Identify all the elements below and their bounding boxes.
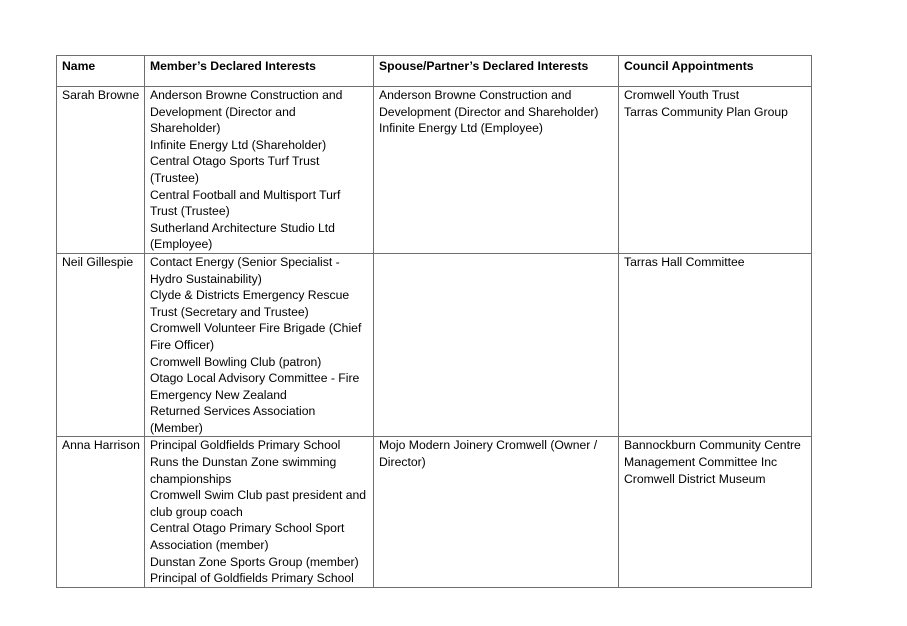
list-item: Tarras Community Plan Group bbox=[624, 104, 788, 119]
list-item: Dunstan Zone Sports Group (member) bbox=[150, 554, 359, 569]
list-item: Cromwell Volunteer Fire Brigade (Chief Fire Officer) bbox=[150, 321, 362, 352]
list-item: Principal of Goldfields Primary School bbox=[150, 571, 354, 586]
cell-spouse-interests bbox=[374, 437, 619, 587]
list-item: Infinite Energy Ltd (Shareholder) bbox=[150, 137, 327, 152]
cell-name: Anna Harrison bbox=[57, 437, 145, 587]
header-member-interests: Member’s Declared Interests bbox=[145, 56, 374, 87]
list-item: Central Otago Primary School Sport Association (member) bbox=[150, 521, 345, 553]
list-item: Central Otago Sports Turf Trust (Trustee) bbox=[150, 154, 320, 185]
cell-council-appointments bbox=[619, 253, 812, 437]
table-row bbox=[57, 87, 812, 254]
list-item: Anderson Browne Construction and Development (Director and Shareholder) bbox=[379, 88, 599, 119]
header-spouse-interests: Spouse/Partner’s Declared Interests bbox=[374, 56, 619, 87]
cell-spouse-interests bbox=[374, 253, 619, 437]
list-item: Infinite Energy Ltd (Employee) bbox=[379, 121, 543, 136]
list-item: Cromwell District Museum bbox=[624, 471, 766, 486]
list-item: Returned Services Association (Member) bbox=[150, 404, 316, 435]
list-item: Cromwell Bowling Club (patron) bbox=[150, 354, 322, 369]
list-item: Tarras Hall Committee bbox=[624, 254, 745, 269]
list-item: Clyde & Districts Emergency Rescue Trust (Secretary and Trustee) bbox=[150, 288, 350, 319]
list-item: Central Football and Multisport Turf Trust (Trustee) bbox=[150, 187, 341, 219]
list-item: Principal Goldfields Primary School bbox=[150, 438, 341, 453]
list-item: Mojo Modern Joinery Cromwell (Owner / Director) bbox=[379, 438, 598, 470]
cell-council-appointments bbox=[619, 437, 812, 587]
list-item: Bannockburn Community Centre Management Committee Inc bbox=[624, 438, 801, 470]
table-row bbox=[57, 437, 812, 587]
table-header-row bbox=[57, 56, 812, 87]
list-item: Runs the Dunstan Zone swimming championships bbox=[150, 455, 337, 486]
table-row bbox=[57, 253, 812, 437]
header-name: Name bbox=[57, 56, 145, 87]
list-item: Sutherland Architecture Studio Ltd (Employee) bbox=[150, 220, 335, 252]
cell-name: Neil Gillespie bbox=[57, 253, 145, 437]
header-council-appointments: Council Appointments bbox=[619, 56, 812, 87]
cell-name: Sarah Browne bbox=[57, 87, 145, 254]
cell-member-interests bbox=[145, 253, 374, 437]
list-item: Anderson Browne Construction and Development (Director and Shareholder) bbox=[150, 88, 343, 136]
cell-spouse-interests bbox=[374, 87, 619, 254]
cell-member-interests bbox=[145, 437, 374, 587]
list-item: Otago Local Advisory Committee - Fire Emergency New Zealand bbox=[150, 371, 360, 402]
list-item: Cromwell Youth Trust bbox=[624, 88, 740, 102]
declared-interests-table bbox=[56, 55, 812, 588]
list-item: Contact Energy (Senior Specialist - Hydro Sustainability) bbox=[150, 254, 340, 286]
list-item: Cromwell Swim Club past president and club group coach bbox=[150, 488, 367, 519]
cell-council-appointments bbox=[619, 87, 812, 254]
cell-member-interests bbox=[145, 87, 374, 254]
